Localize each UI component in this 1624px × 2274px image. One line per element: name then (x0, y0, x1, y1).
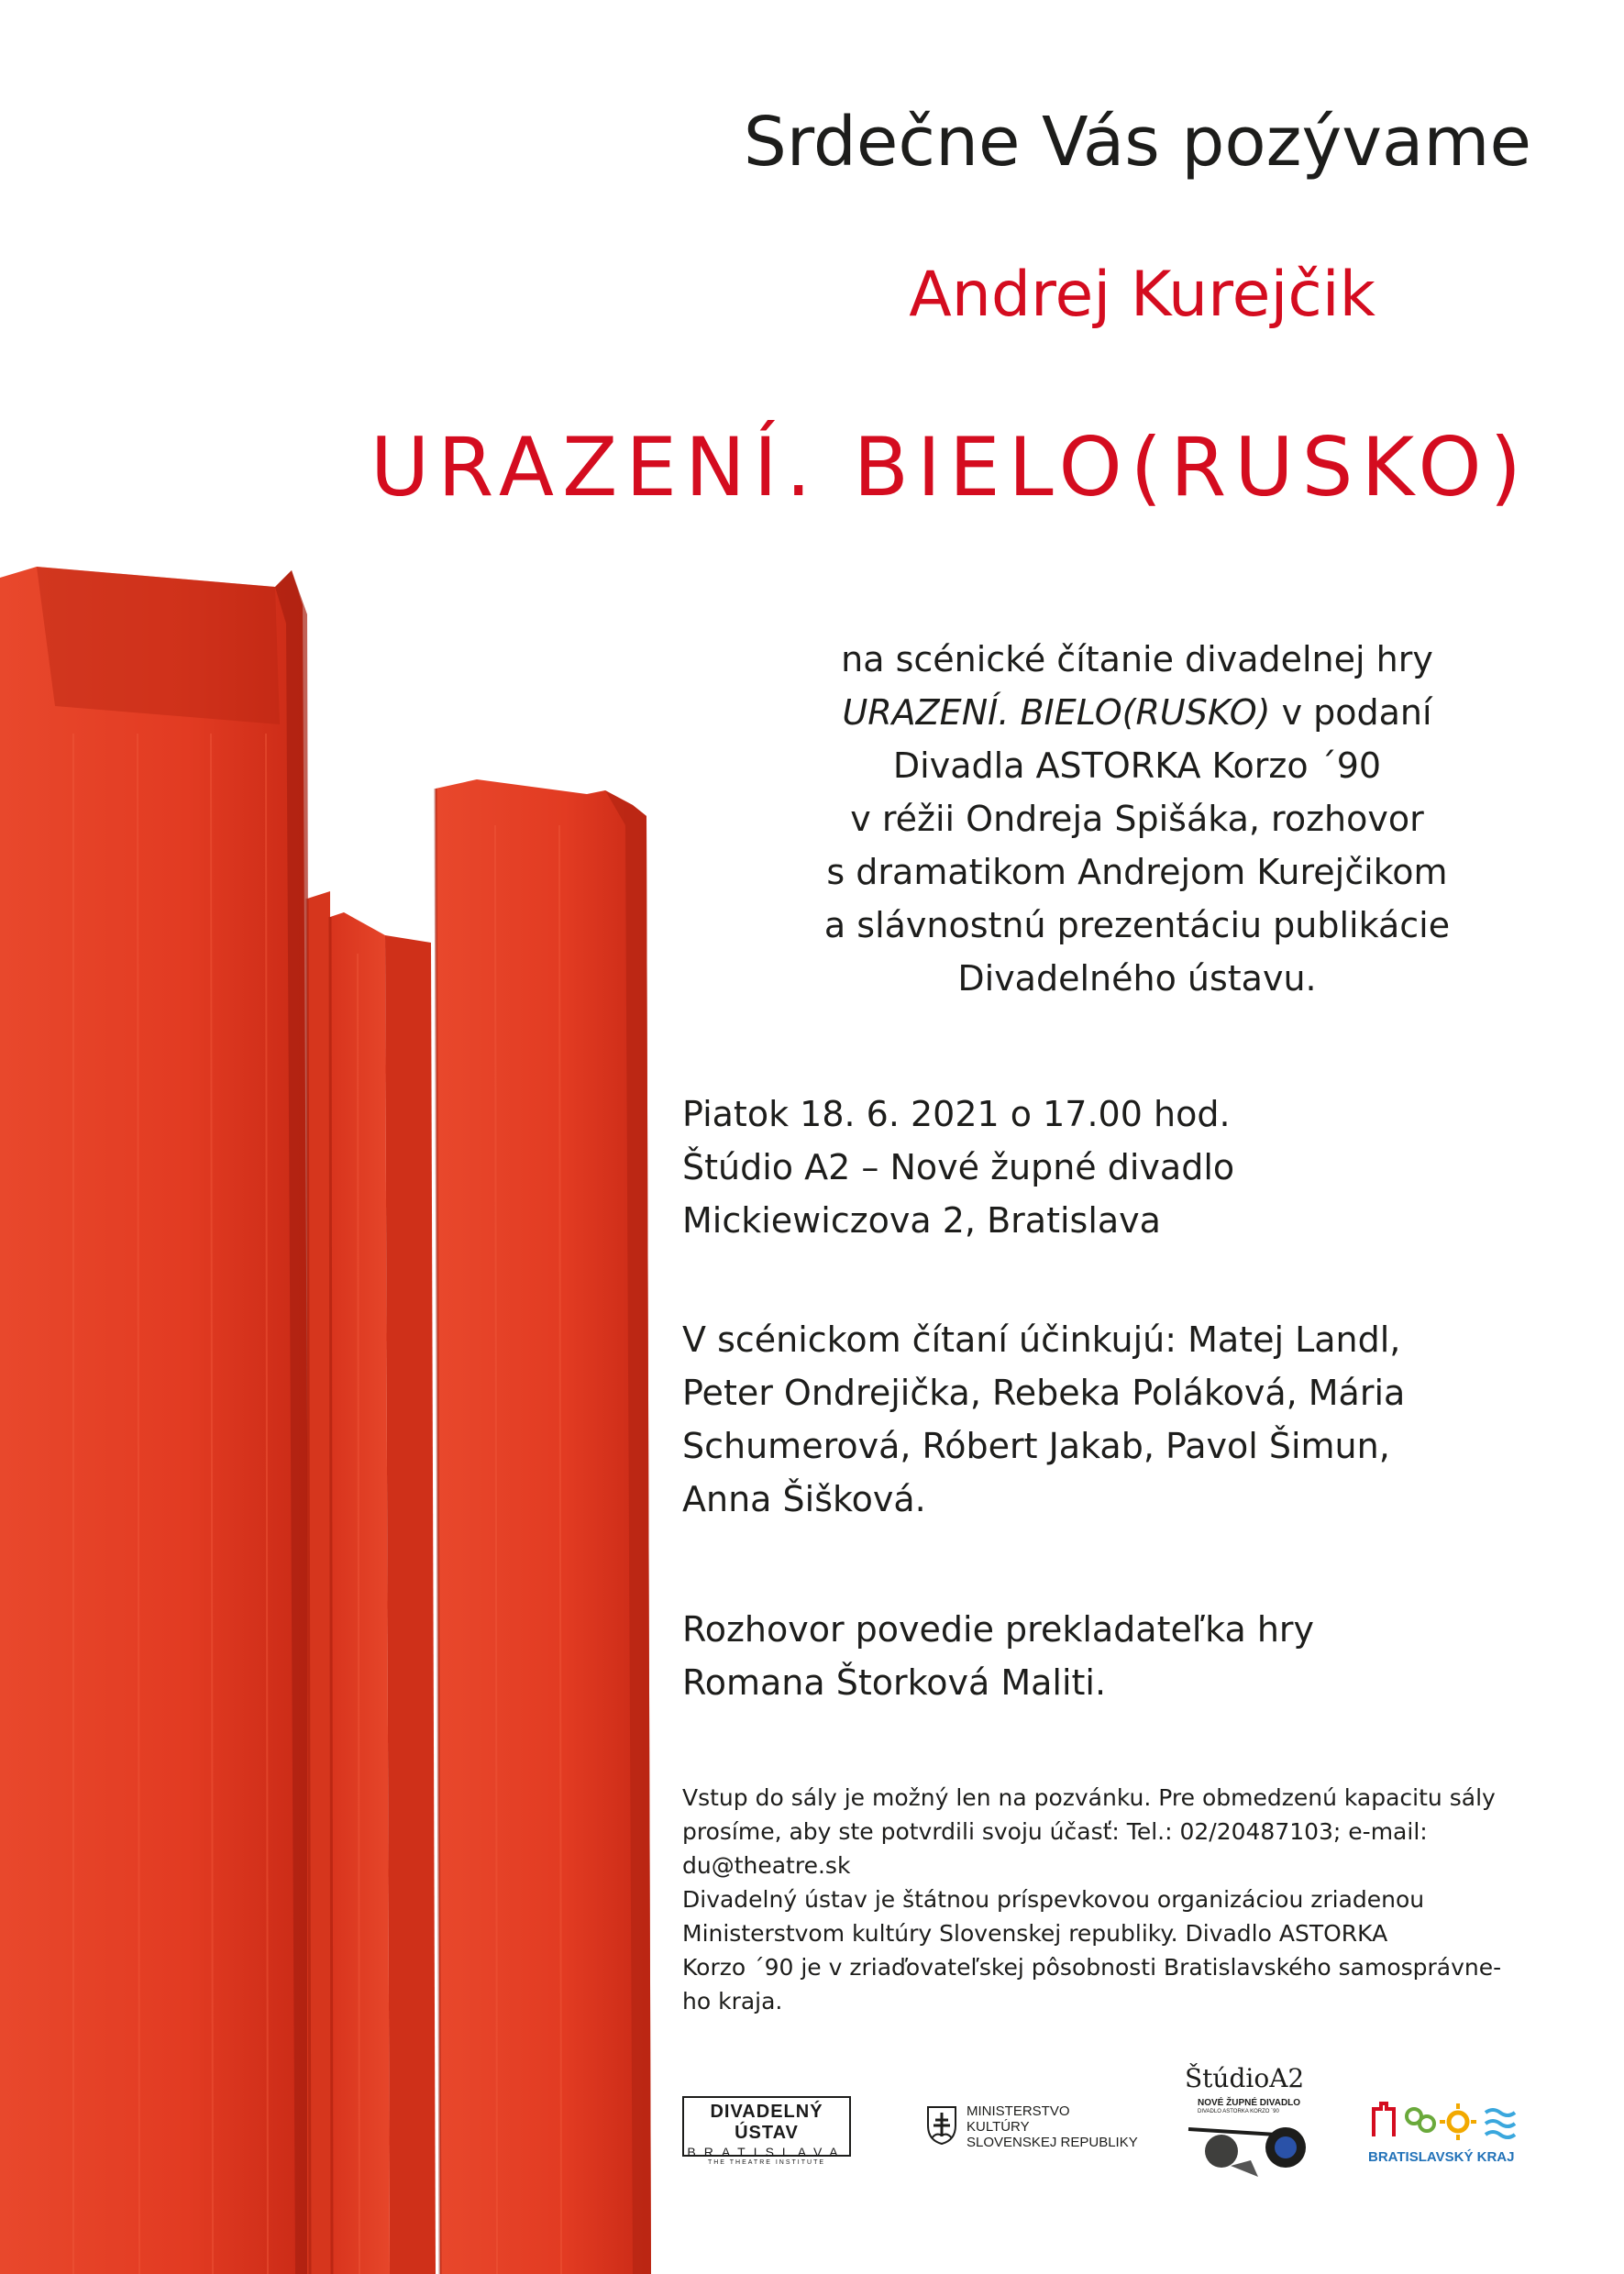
event-address: Mickiewiczova 2, Bratislava (682, 1200, 1161, 1241)
divadelny-ustav-logo (682, 2096, 851, 2166)
cast-line: Peter Ondrejička, Rebeka Poláková, Mária (682, 1373, 1406, 1413)
footnote-line: ho kraja. (682, 1988, 783, 2015)
footnote-email: du@theatre.sk (682, 1852, 851, 1879)
moderator-paragraph (682, 1603, 1590, 1709)
studio-logo-name: ŠtúdioA2 (1185, 2063, 1305, 2093)
studio-logo-subtitle-small: DIVADLO ASTORKA KORZO ´90 (1198, 2109, 1279, 2114)
intro-line: Divadelného ústavu. (957, 958, 1317, 999)
intro-line-rest: v podaní (1270, 692, 1432, 733)
footnote-line: Korzo ´90 je v zriaďovateľskej pôsobnosti Bratislavského samosprávne- (682, 1954, 1502, 1981)
moderator-line: Rozhovor povedie prekladateľka hry (682, 1609, 1315, 1650)
ministry-of-culture-logo (926, 2103, 1155, 2168)
intro-paragraph (697, 633, 1577, 1005)
du-logo-city: BRATISLAVA (687, 2145, 846, 2159)
moderator-line: Romana Štorková Maliti. (682, 1662, 1107, 1703)
event-venue: Štúdio A2 – Nové župné divadlo (682, 1147, 1235, 1187)
region-symbols-icon (1370, 2100, 1526, 2144)
play-title-italic: URAZENÍ. BIELO(RUSKO) (842, 692, 1271, 733)
cast-paragraph (682, 1313, 1590, 1526)
studio-a2-logo (1185, 2054, 1331, 2191)
intro-line: na scénické čítanie divadelnej hry (841, 639, 1433, 679)
slovak-crest-icon (926, 2105, 957, 2146)
cast-line: Schumerová, Róbert Jakab, Pavol Šimun, (682, 1426, 1390, 1466)
bratislavsky-kraj-logo (1368, 2100, 1533, 2173)
event-details (682, 1087, 1590, 1247)
invitation-heading: Srdečne Vás pozývame (743, 103, 1531, 182)
footnote-line: Divadelný ústav je štátnou príspevkovou organizáciou zriadenou (682, 1886, 1425, 1913)
du-logo-name: DIVADELNÝ ÚSTAV (710, 2102, 823, 2143)
footnote-line: Vstup do sály je možný len na pozvánku. Pre obmedzenú kapacitu sály (682, 1784, 1496, 1811)
play-title: URAZENÍ. BIELO(RUSKO) (370, 420, 1530, 514)
ministry-line: MINISTERSTVO (967, 2103, 1070, 2119)
red-books-image (0, 550, 660, 2274)
footnote (682, 1781, 1526, 2018)
intro-line: a slávnostnú prezentáciu publikácie (823, 905, 1451, 945)
ministry-line: SLOVENSKEJ REPUBLIKY (967, 2135, 1138, 2150)
intro-line: s dramatikom Andrejom Kurejčikom (826, 852, 1448, 892)
cast-line: Anna Šišková. (682, 1479, 926, 1519)
intro-line: Divadla ASTORKA Korzo ´90 (892, 745, 1382, 786)
du-logo-subtitle: THE THEATRE INSTITUTE (707, 2159, 826, 2166)
intro-line: v réžii Ondreja Spišáka, rozhovor (850, 799, 1424, 839)
ministry-line: KULTÚRY (967, 2119, 1030, 2135)
footnote-line: prosíme, aby ste potvrdili svoju účasť: Tel.: 02/20487103; e-mail: (682, 1818, 1428, 1845)
intro-line (697, 686, 1577, 739)
author-name: Andrej Kurejčik (909, 259, 1375, 331)
region-logo-name: BRATISLAVSKÝ KRAJ (1368, 2149, 1515, 2165)
studio-eyes-icon (1185, 2120, 1331, 2184)
footnote-line: Ministerstvom kultúry Slovenskej republiky. Divadlo ASTORKA (682, 1920, 1388, 1947)
studio-logo-subtitle: NOVÉ ŽUPNÉ DIVADLO (1198, 2098, 1301, 2108)
partner-logos (682, 2054, 1526, 2191)
cast-line: V scénickom čítaní účinkujú: Matej Landl, (682, 1319, 1401, 1360)
event-datetime: Piatok 18. 6. 2021 o 17.00 hod. (682, 1094, 1231, 1134)
